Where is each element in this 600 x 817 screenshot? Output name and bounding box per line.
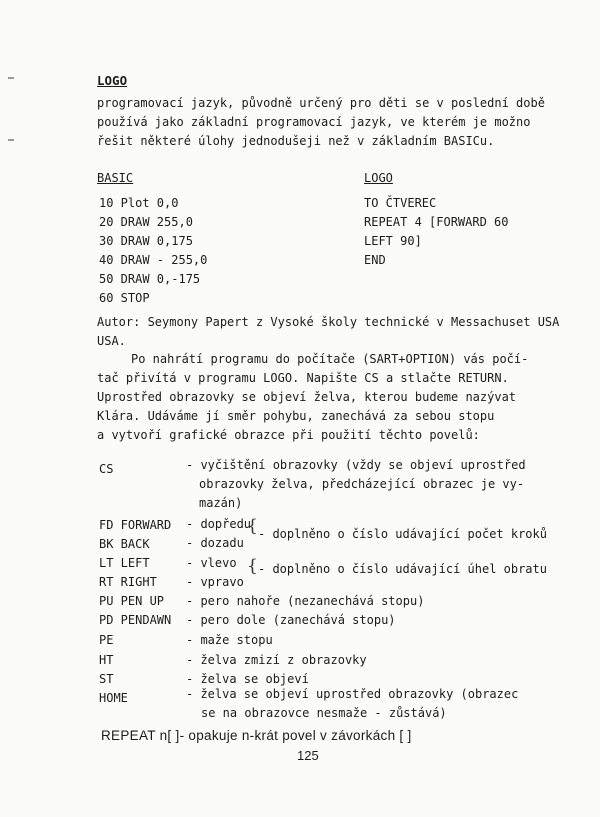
brace-icon: { <box>247 516 258 536</box>
body-line: Uprostřed obrazovky se objeví želva, kterou budeme nazývat <box>97 390 517 404</box>
note-angle: - doplněno o číslo udávající úhel obratu <box>258 562 547 576</box>
command-desc: - vpravo <box>186 575 244 589</box>
margin-mark <box>8 77 14 79</box>
margin-mark <box>8 139 14 141</box>
command-desc: - želva se objeví <box>186 672 309 686</box>
command-name: HOME <box>99 691 128 705</box>
brace-icon: { <box>247 556 258 576</box>
logo-line: TO ČTVEREC <box>364 196 437 210</box>
author-line: Autor: Seymony Papert z Vysoké školy technické v Messachuset USA <box>97 315 560 329</box>
command-desc: - dozadu <box>186 536 244 550</box>
intro-line: používá jako základní programovací jazyk, ve kterém je možno <box>97 115 531 129</box>
basic-title: BASIC <box>97 171 134 185</box>
command-desc: - želva se objeví uprostřed obrazovky (obrazec <box>186 687 519 701</box>
command-name: PU PEN UP <box>99 594 165 608</box>
command-desc: - pero nahoře (nezanechává stopu) <box>186 594 425 608</box>
intro-line: programovací jazyk, původně určený pro děti se v poslední době <box>97 96 545 110</box>
body-line: tač přivítá v programu LOGO. Napište CS a stlačte RETURN. <box>97 371 509 385</box>
command-desc: - vlevo <box>186 556 237 570</box>
body-line: Po nahrátí programu do počítače (SART+OPTION) vás počí- <box>131 352 529 366</box>
basic-line: 60 STOP <box>99 291 150 305</box>
command-desc: - vyčištění obrazovky (vždy se objeví uprostřed <box>186 458 526 472</box>
body-line: a vytvoří grafické obrazce při použití těchto povelů: <box>97 428 480 442</box>
logo-title: LOGO <box>364 171 393 185</box>
command-desc: se na obrazovce nesmaže - zůstává) <box>201 706 447 720</box>
command-name: BK BACK <box>99 537 150 551</box>
command-name: PD PENDAWN <box>99 613 172 627</box>
command-desc: obrazovky želva, předcházející obrazec je vy- <box>199 477 525 491</box>
command-desc: - maže stopu <box>186 633 273 647</box>
body-line: Klára. Udáváme jí směr pohybu, zanechává za sebou stopu <box>97 409 495 423</box>
logo-line: END <box>364 253 386 267</box>
command-desc: mazán) <box>199 496 243 510</box>
author-line: USA. <box>97 334 126 348</box>
command-desc: - dopředu <box>186 517 252 531</box>
command-desc: - želva zmizí z obrazovky <box>186 653 367 667</box>
command-name: ST <box>99 672 114 686</box>
command-name: RT RIGHT <box>99 575 157 589</box>
command-name: FD FORWARD <box>99 518 172 532</box>
logo-line: REPEAT 4 [FORWARD 60 <box>364 215 509 229</box>
repeat-line: REPEAT n[ ]- opakuje n-krát povel v závorkách [ ] <box>101 728 412 743</box>
command-name: PE <box>99 633 114 647</box>
basic-line: 30 DRAW 0,175 <box>99 234 193 248</box>
basic-line: 50 DRAW 0,-175 <box>99 272 201 286</box>
intro-line: řešit některé úlohy jednodušeji než v základním BASICu. <box>97 134 495 148</box>
logo-line: LEFT 90] <box>364 234 422 248</box>
command-desc: - pero dole (zanechává stopu) <box>186 613 396 627</box>
command-name: CS <box>99 462 114 476</box>
command-name: LT LEFT <box>99 556 150 570</box>
basic-line: 40 DRAW - 255,0 <box>99 253 208 267</box>
section-heading: LOGO <box>97 73 128 88</box>
basic-line: 20 DRAW 255,0 <box>99 215 193 229</box>
basic-line: 10 Plot 0,0 <box>99 196 179 210</box>
note-steps: - doplněno o číslo udávající počet kroků <box>258 527 547 541</box>
command-name: HT <box>99 653 114 667</box>
page-number: 125 <box>297 748 319 763</box>
